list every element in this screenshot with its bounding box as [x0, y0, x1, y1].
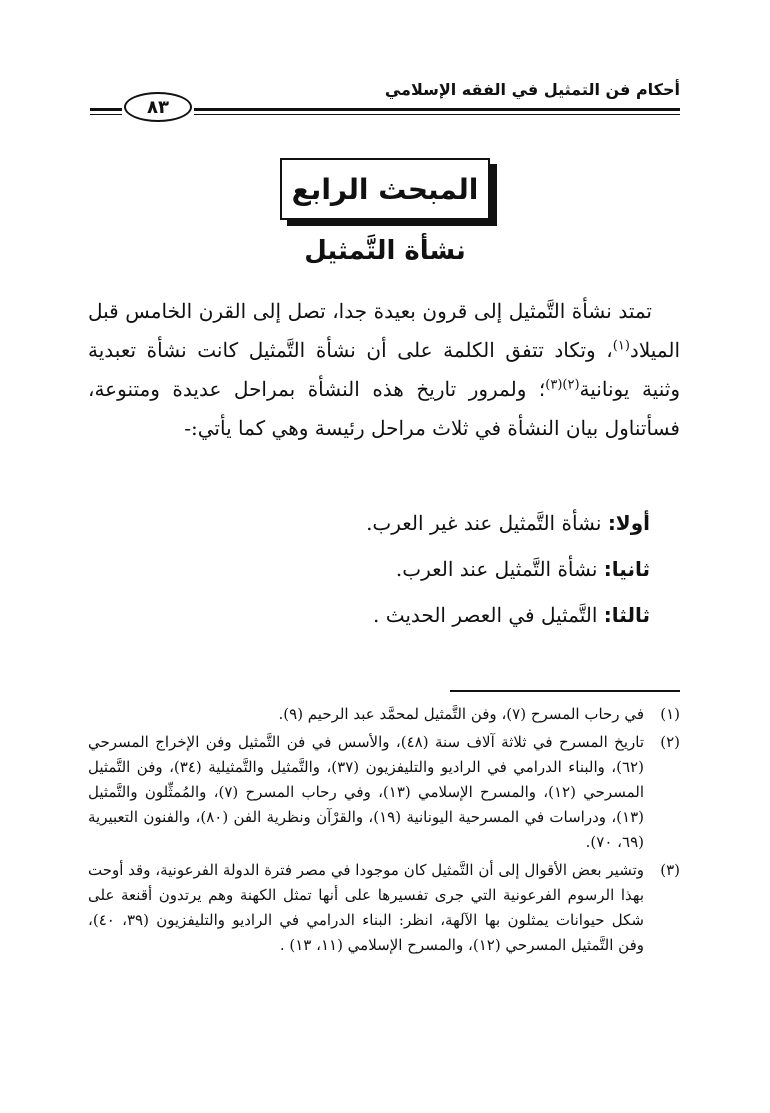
header-rule-left — [90, 108, 122, 111]
body-text-part-1: تمتد نشأة التَّمثيل إلى قرون بعيدة جدا، تصل إلى القرن الخامس قبل الميلاد — [88, 299, 680, 362]
list-item — [90, 592, 650, 638]
header-rule — [194, 108, 680, 111]
footnote-number: (٣) — [660, 861, 680, 879]
footnote — [88, 730, 680, 855]
list-item-label: أولا: — [607, 511, 650, 535]
section-subtitle: نشأة التَّمثيل — [304, 236, 466, 266]
footnote-separator — [450, 690, 680, 692]
list-item-label: ثالثا: — [603, 603, 650, 627]
section-heading: المبحث الرابع — [280, 158, 490, 220]
list-item-text: نشأة التَّمثيل عند غير العرب. — [366, 511, 602, 535]
body-paragraph — [88, 292, 680, 448]
footnote — [88, 858, 680, 958]
body-text-part-3: ؛ ولمرور تاريخ هذه النشأة بمراحل عديدة ومتنوعة، فسأتناول بيان النشأة في ثلاث مراحل رئيسة وهي كما يأتي:- — [88, 377, 680, 440]
footnote-number: (١) — [660, 705, 680, 723]
footnote-ref-1: (١) — [612, 338, 630, 354]
footnote-text: في رحاب المسرح (٧)، وفن التَّمثيل لمحمَّد عبد الرحيم (٩). — [278, 705, 644, 723]
header-rule-left-thin — [90, 114, 122, 115]
list-item-label: ثانيا: — [603, 557, 650, 581]
footnote — [88, 702, 680, 727]
footnote-text: وتشير بعض الأقوال إلى أن التَّمثيل كان موجودا في مصر فترة الدولة الفرعونية، وقد أوحت بهذا الرسوم الفرعونية التي جرى تفسيرها على أنها تمثل الكهنة وهم يرتدون أقنعة على شكل حيوانات يمثلون بها الآلهة، انظر: البناء الدرامي في الراديو والتليفزيون (٣٩، ٤٠)، وفن التَّمثيل المسرحي (١٢)، والمسرح الإسلامي (١١، ١٣) . — [88, 861, 644, 954]
list-item-text: التَّمثيل في العصر الحديث . — [373, 603, 598, 627]
list-item — [90, 500, 650, 546]
footnote-text: تاريخ المسرح في ثلاثة آلاف سنة (٤٨)، والأسس في فن التَّمثيل وفن الإخراج المسرحي (٦٢)، والبناء الدرامي في الراديو والتليفزيون (٣٧)، والتَّمثيل والتَّمثيلية (٣٤)، وفن التَّمثيل المسرحي (١٢)، والمسرح الإسلامي (١٣)، وفي رحاب المسرح (٧)، والمُمثِّلون والتَّمثيل (١٣)، ودراسات في المسرحية اليونانية (١٩)، والقرْآن ونظرية الفن (٨٠)، والفنون التعبيرية (٦٩، ٧٠). — [88, 733, 645, 851]
footnotes — [88, 702, 680, 961]
page-number: ٨٣ — [124, 92, 192, 122]
list-item — [90, 546, 650, 592]
stages-list — [90, 500, 650, 638]
running-title: أحكام فن التمثيل في الفقه الإسلامي — [384, 80, 680, 99]
body-text-part-2: ، وتكاد تتفق الكلمة على أن نشأة التَّمثيل كانت نشأة تعبدية وثنية يونانية — [88, 338, 680, 401]
header-rule-thin — [194, 114, 680, 115]
footnote-number: (٢) — [660, 733, 680, 751]
footnote-ref-2-3: (٢)(٣) — [545, 377, 580, 393]
list-item-text: نشأة التَّمثيل عند العرب. — [395, 557, 598, 581]
